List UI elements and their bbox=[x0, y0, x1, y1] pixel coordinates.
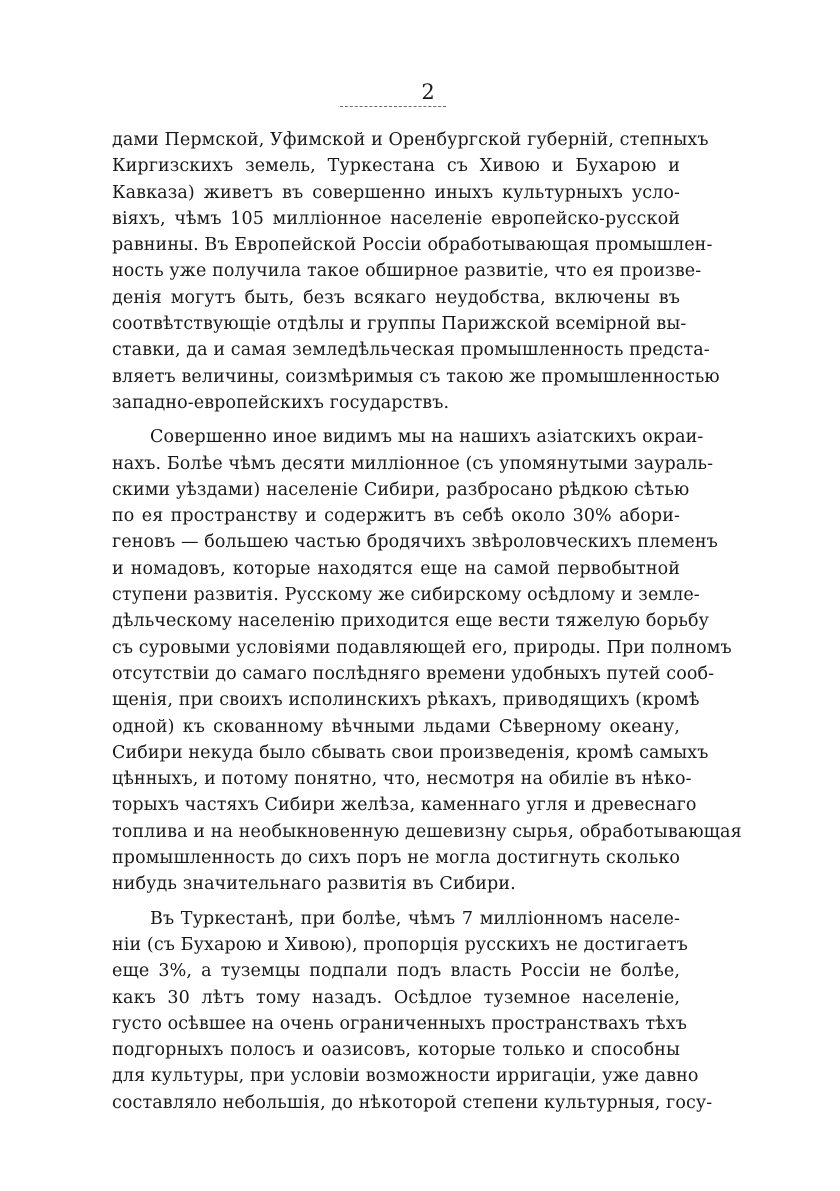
text-line: віяхъ, чѣмъ 105 милліонное населеніе европейско-русской bbox=[112, 208, 680, 229]
text-line: ставки, да и самая земледѣльческая промышленность предста- bbox=[112, 340, 710, 361]
text-line: Совершенно иное видимъ мы на нашихъ азіатскихъ окраи- bbox=[150, 427, 704, 448]
text-line: соотвѣтствующіе отдѣлы и группы Парижской всемірной вы- bbox=[112, 314, 687, 335]
text-line: цѣнныхъ, и потому понятно, что, несмотря на обиліе въ нѣко- bbox=[112, 769, 692, 790]
text-line: ступени развитія. Русскому же сибирскому осѣдлому и земле- bbox=[112, 585, 700, 606]
text-line: промышленность до сихъ поръ не могла достигнуть сколько bbox=[112, 848, 680, 869]
text-line: Кавказа) живетъ въ совершенно иныхъ культурныхъ усло- bbox=[112, 182, 680, 203]
text-line: отсутствіи до самаго послѣдняго времени удобныхъ путей сооб- bbox=[112, 663, 715, 684]
text-line: и номадовъ, которые находятся еще на самой первобытной bbox=[112, 558, 680, 579]
paragraph-1 bbox=[112, 127, 720, 416]
text-line: густо осѣвшее на очень ограниченныхъ пространствахъ тѣхъ bbox=[112, 1013, 687, 1034]
text-line: составляло небольшія, до нѣкоторой степени культурныя, госу- bbox=[112, 1092, 713, 1113]
text-line: ніи (съ Бухарою и Хивою), пропорція русскихъ не достигаетъ bbox=[112, 934, 688, 955]
paragraph-3 bbox=[112, 906, 713, 1116]
text-line: дами Пермской, Уфимской и Оренбургской губерній, степныхъ bbox=[112, 130, 709, 150]
text-line: денія могутъ быть, безъ всякаго неудобства, включены въ bbox=[112, 287, 680, 308]
text-line: вляетъ величины, соизмѣримыя съ такою же промышленностью bbox=[112, 366, 720, 387]
text-line: Сибири некуда было сбывать свои произведенія, кромѣ самыхъ bbox=[112, 742, 709, 763]
text-line: топлива и на необыкновенную дешевизну сырья, обработывающая bbox=[112, 821, 742, 842]
text-line: съ суровыми условіями подавляющей его, природы. При полномъ bbox=[112, 637, 732, 658]
text-line: щенія, при своихъ исполинскихъ рѣкахъ, приводящихъ (кромѣ bbox=[112, 690, 700, 711]
text-line: скими уѣздами) населеніе Сибири, разбросано рѣдкою сѣтью bbox=[112, 479, 690, 500]
header-rule bbox=[340, 106, 446, 107]
text-line: Въ Туркестанѣ, при болѣе, чѣмъ 7 милліонномъ населе- bbox=[150, 908, 680, 929]
body-text bbox=[112, 127, 742, 1116]
text-line: подгорныхъ полосъ и оазисовъ, которые только и способны bbox=[112, 1040, 680, 1061]
text-line: торыхъ частяхъ Сибири желѣза, каменнаго угля и древеснаго bbox=[112, 795, 697, 816]
text-line: еще 3%, а туземцы подпали подъ власть Россіи не болѣе, bbox=[112, 961, 680, 982]
text-line: по ея пространству и содержитъ въ себѣ около 30% абори- bbox=[112, 506, 680, 527]
text-line: ность уже получила такое обширное развитіе, что ея произве- bbox=[112, 261, 702, 282]
text-line: какъ 30 лѣтъ тому назадъ. Осѣдлое туземное населеніе, bbox=[112, 987, 680, 1008]
text-line: Киргизскихъ земель, Туркестана съ Хивою и Бухарою и bbox=[112, 156, 680, 177]
text-line: одной) къ скованному вѣчными льдами Сѣверному океану, bbox=[112, 716, 680, 737]
text-line: для культуры, при условіи возможности ирригаціи, уже давно bbox=[112, 1066, 699, 1087]
page-number: 2 bbox=[421, 80, 435, 104]
text-line: нахъ. Болѣе чѣмъ десяти милліонное (съ упомянутыми заураль- bbox=[112, 453, 714, 474]
text-line: геновъ — большею частью бродячихъ звѣроловческихъ племенъ bbox=[112, 532, 718, 553]
paragraph-2 bbox=[112, 424, 742, 897]
text-line: дѣльческому населенію приходится еще вести тяжелую борьбу bbox=[112, 611, 710, 632]
text-line: нибудь значительнаго развитія въ Сибири. bbox=[112, 874, 516, 895]
text-line: равнины. Въ Европейской Россіи обработывающая промышлен- bbox=[112, 235, 713, 256]
text-line: западно-европейскихъ государствъ. bbox=[112, 392, 450, 413]
